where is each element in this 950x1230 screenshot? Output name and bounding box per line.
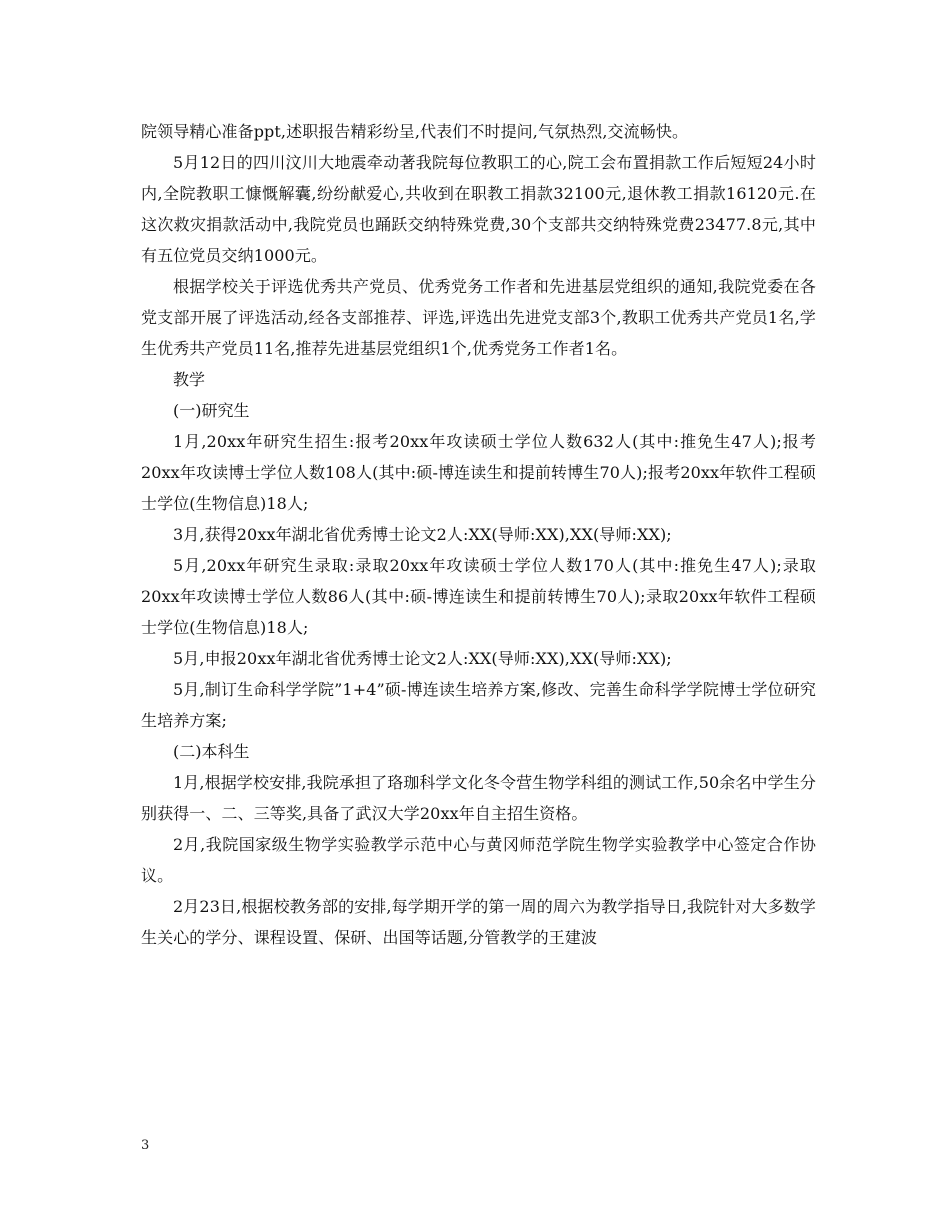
paragraph-training-plan: 5月,制订生命科学学院”1+4”硕-博连读生培养方案,修改、完善生命科学学院博士学位研究生培养方案; [141, 680, 816, 730]
section-heading-teaching: 教学 [173, 370, 206, 389]
subsection-heading-undergraduate: (二)本科生 [173, 742, 250, 761]
paragraph-graduate-enrollment: 1月,20xx年研究生招生:报考20xx年攻读硕士学位人数632人(其中:推免生47人);报考20xx年攻读博士学位人数108人(其中:硕-博连读生和提前转博生70人);报考20xx年软件工程硕士学位(生物信息)18人; [141, 432, 816, 513]
document-page [141, 116, 816, 953]
subsection-heading-graduate: (一)研究生 [173, 401, 250, 420]
paragraph-continued: 院领导精心准备ppt,述职报告精彩纷呈,代表们不时提问,气氛热烈,交流畅快。 [141, 122, 689, 141]
paragraph-graduate-admission: 5月,20xx年研究生录取:录取20xx年攻读硕士学位人数170人(其中:推免生47人);录取20xx年攻读博士学位人数86人(其中:硕-博连读生和提前转博生70人);录取20xx年软件工程硕士学位(生物信息)18人; [141, 556, 816, 637]
page-number: 3 [141, 1138, 150, 1153]
paragraph-teaching-guidance-day: 2月23日,根据校教务部的安排,每学期开学的第一周的周六为教学指导日,我院针对大多数学生关心的学分、课程设置、保研、出国等话题,分管教学的王建波 [141, 897, 816, 947]
paragraph-earthquake-donation: 5月12日的四川汶川大地震牵动著我院每位教职工的心,院工会布置捐款工作后短短24小时内,全院教职工慷慨解囊,纷纷献爱心,共收到在职教工捐款32100元,退休教工捐款16120元.在这次救灾捐款活动中,我院党员也踊跃交纳特殊党费,30个支部共交纳特殊党费23477.8元,其中有五位党员交纳1000元。 [141, 153, 816, 265]
paragraph-winter-camp: 1月,根据学校安排,我院承担了珞珈科学文化冬令营生物学科组的测试工作,50余名中学生分别获得一、二、三等奖,具备了武汉大学20xx年自主招生资格。 [141, 773, 816, 823]
paragraph-doctoral-application: 5月,申报20xx年湖北省优秀博士论文2人:XX(导师:XX),XX(导师:XX); [173, 649, 672, 668]
paragraph-doctoral-award: 3月,获得20xx年湖北省优秀博士论文2人:XX(导师:XX),XX(导师:XX); [173, 525, 672, 544]
paragraph-party-selection: 根据学校关于评选优秀共产党员、优秀党务工作者和先进基层党组织的通知,我院党委在各党支部开展了评选活动,经各支部推荐、评选,评选出先进党支部3个,教职工优秀共产党员1名,学生优秀共产党员11名,推荐先进基层党组织1个,优秀党务工作者1名。 [141, 277, 816, 358]
paragraph-cooperation-agreement: 2月,我院国家级生物学实验教学示范中心与黄冈师范学院生物学实验教学中心签定合作协议。 [141, 835, 816, 885]
